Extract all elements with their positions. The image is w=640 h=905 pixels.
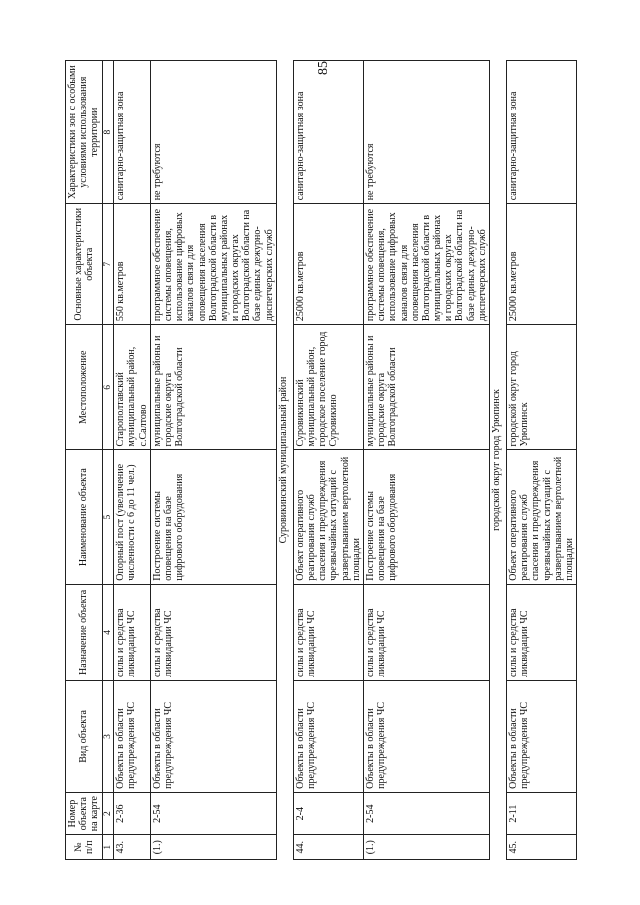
cell-map-number: 2-11	[507, 792, 577, 835]
section-title: Суровикинский муниципальный район	[276, 61, 293, 860]
cell-name: Объект оперативного реагирования служб спасения и предупреждения чрезвычайных ситуаций с развертыванием вертолетной площадки	[293, 450, 363, 584]
cell-purpose: силы и средства ликвидации ЧС	[150, 584, 276, 680]
cell-index: 45.	[507, 835, 577, 860]
table-row	[150, 61, 276, 860]
cell-name: Объект оперативного реагирования служб спасения и предупреждения чрезвычайных ситуаций с развертыванием вертолетной площадки	[507, 450, 577, 584]
cell-index: (1.)	[363, 835, 489, 860]
cell-characteristics: программное обеспечение системы оповещения, использование цифровых каналов связи для оповещения населения Волгоградской области в муниципальных районах и городских округах Волгоградской области на базе единых дежурно-диспетчерских служб	[363, 204, 489, 325]
cell-location: муниципальные районы и городские округа Волгоградской области	[363, 325, 489, 450]
cell-characteristics: 550 кв.метров	[114, 204, 151, 325]
page-number: 85	[316, 61, 331, 75]
cell-index: (1.)	[150, 835, 276, 860]
header-cell: Вид объекта	[66, 680, 103, 792]
cell-location: Старополтавский муниципальный район, с.Салтово	[114, 325, 151, 450]
cell-index: 43.	[114, 835, 151, 860]
header-cell: Местоположение	[66, 325, 103, 450]
header-cell: Характеристики зон с особыми условиями использования территории	[66, 61, 103, 204]
document-table-container	[65, 60, 592, 860]
cell-zone: санитарно-защитная зона	[114, 61, 151, 204]
header-cell: Номер объекта на карте	[66, 792, 103, 835]
cell-characteristics: 25000 кв.метров	[507, 204, 577, 325]
header-cell: № п/п	[66, 835, 103, 860]
cell-zone: не требуются	[150, 61, 276, 204]
cell-object-type: Объекты в области предупреждения ЧС	[363, 680, 489, 792]
cell-zone: санитарно-защитная зона	[507, 61, 577, 204]
cell-map-number: 2-54	[150, 792, 276, 835]
cell-name: Построение системы оповещения на базе цифрового оборудования	[150, 450, 276, 584]
table-row	[114, 61, 151, 860]
cell-map-number: 2-36	[114, 792, 151, 835]
cell-location: Суровикинский муниципальный район, городское поселение город Суровикино	[293, 325, 363, 450]
cell-zone: не требуются	[363, 61, 489, 204]
column-number: 1	[102, 835, 114, 860]
cell-name: Построение системы оповещения на базе цифрового оборудования	[363, 450, 489, 584]
column-number: 3	[102, 680, 114, 792]
column-number: 5	[102, 450, 114, 584]
objects-table	[65, 60, 577, 860]
column-number: 8	[102, 61, 114, 204]
section-title: городской округ город Урюпинск	[490, 61, 507, 860]
cell-index: 44.	[293, 835, 363, 860]
cell-purpose: силы и средства ликвидации ЧС	[363, 584, 489, 680]
section-row	[490, 61, 507, 860]
cell-object-type: Объекты в области предупреждения ЧС	[293, 680, 363, 792]
header-cell: Наименование объекта	[66, 450, 103, 584]
header-cell: Основные характеристики объекта	[66, 204, 103, 325]
header-row	[66, 61, 103, 860]
column-number-row	[102, 61, 114, 860]
column-number: 7	[102, 204, 114, 325]
cell-location: городской округ город Урюпинск	[507, 325, 577, 450]
header-cell: Назначение объекта	[66, 584, 103, 680]
table-row	[507, 61, 577, 860]
cell-object-type: Объекты в области предупреждения ЧС	[507, 680, 577, 792]
column-number: 2	[102, 792, 114, 835]
table-row	[293, 61, 363, 860]
cell-map-number: 2-54	[363, 792, 489, 835]
cell-object-type: Объекты в области предупреждения ЧС	[150, 680, 276, 792]
cell-location: муниципальные районы и городские округа Волгоградской области	[150, 325, 276, 450]
table-row	[363, 61, 489, 860]
cell-purpose: силы и средства ликвидации ЧС	[507, 584, 577, 680]
cell-map-number: 2-4	[293, 792, 363, 835]
column-number: 4	[102, 584, 114, 680]
cell-name: Опорный пост (увеличение численности с 6 до 11 чел.)	[114, 450, 151, 584]
cell-characteristics: программное обеспечение системы оповещения, использование цифровых каналов связи для оповещения населения Волгоградской области в муниципальных районах и городских округах Волгоградской области на базе единых дежурно-диспетчерских служб	[150, 204, 276, 325]
cell-characteristics: 25000 кв.метров	[293, 204, 363, 325]
section-row	[276, 61, 293, 860]
column-number: 6	[102, 325, 114, 450]
cell-purpose: силы и средства ликвидации ЧС	[114, 584, 151, 680]
cell-purpose: силы и средства ликвидации ЧС	[293, 584, 363, 680]
cell-zone: санитарно-защитная зона	[293, 61, 363, 204]
cell-object-type: Объекты в области предупреждения ЧС	[114, 680, 151, 792]
